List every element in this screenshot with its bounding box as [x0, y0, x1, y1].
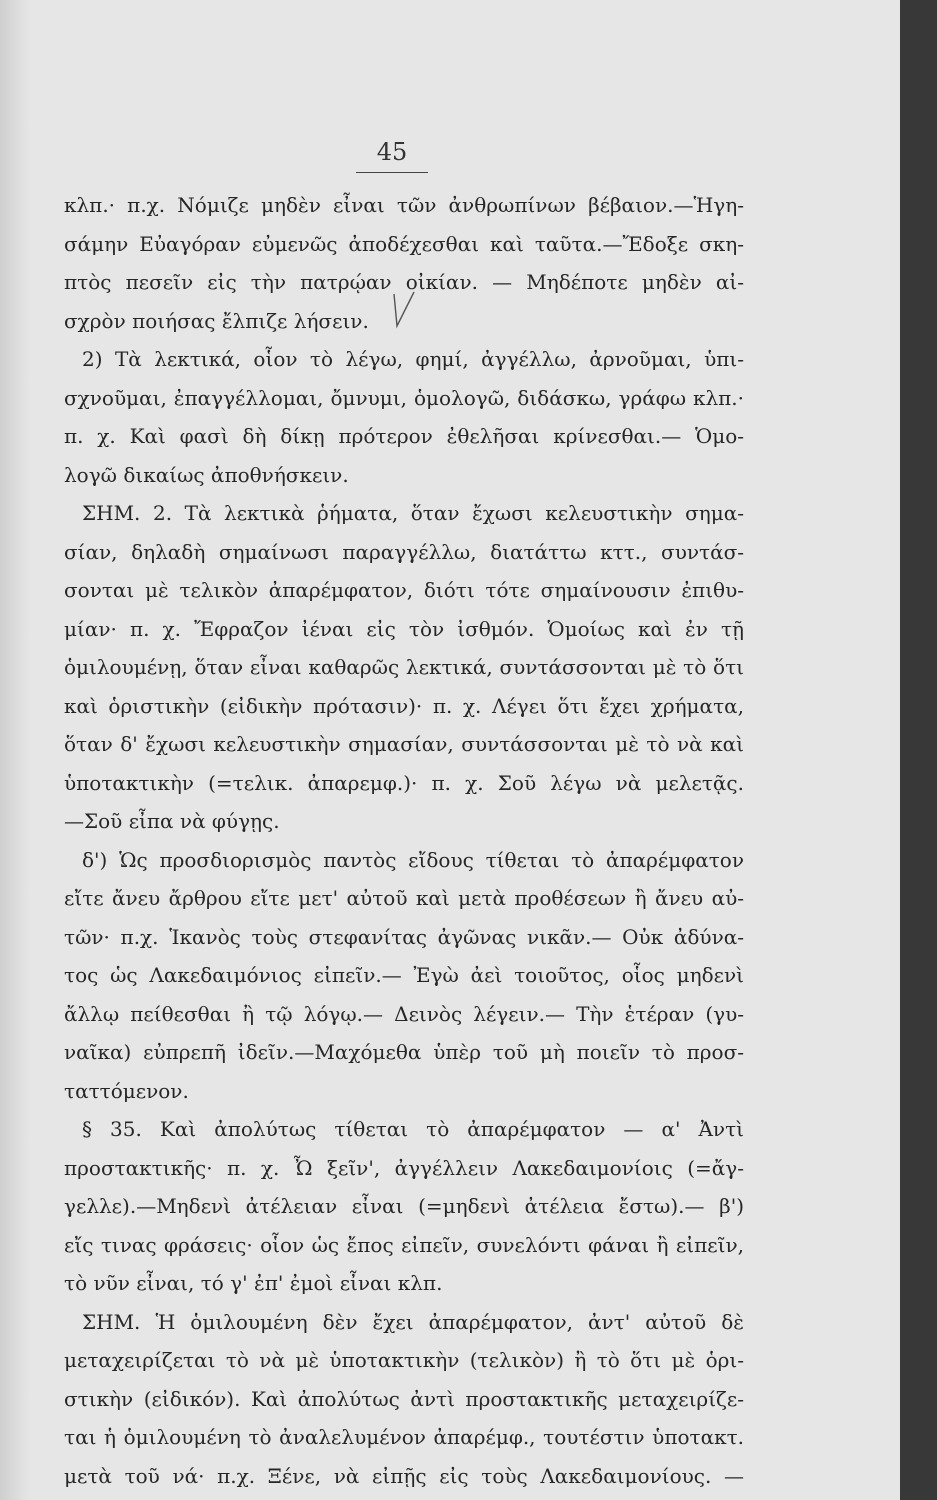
text-line: σάμην Εὐαγόραν εὐμενῶς ἀποδέχεσθαι καὶ ταῦτα.—Ἔδοξε σκη-	[64, 231, 744, 256]
text-line: γελλε).—Μηδενὶ ἀτέλειαν εἶναι (=μηδενὶ ἀτέλεια ἔστω).— β')	[64, 1194, 744, 1218]
text-line: τος ὡς Λακεδαιμόνιος εἰπεῖν.— Ἐγὼ ἀεὶ τοιοῦτος, οἷος μηδενὶ	[64, 963, 744, 987]
text-line: πτὸς πεσεῖν εἰς τὴν πατρῴαν οἰκίαν. — Μηδέποτε μηδὲν αἰ-	[64, 270, 744, 294]
text-line: § 35. Καὶ ἀπολύτως τίθεται τὸ ἀπαρέμφατον — α' Ἀντὶ	[82, 1117, 744, 1141]
text-line: ΣΗΜ. 2. Τὰ λεκτικὰ ῥήματα, ὅταν ἔχωσι κελευστικὴν σημα-	[82, 501, 744, 525]
page-number: 45	[376, 138, 408, 166]
text-line: ται ἡ ὁμιλουμένη τὸ ἀναλελυμένον ἀπαρέμφ., τουτέστιν ὑποτακτ.	[64, 1425, 744, 1449]
text-line: σονται μὲ τελικὸν ἀπαρέμφατον, διότι τότε σημαίνουσιν ἐπιθυ-	[64, 578, 744, 602]
text-line: σχρὸν ποιήσας ἔλπιζε λήσειν.	[64, 308, 369, 333]
text-line: εἴτε ἄνευ ἄρθρου εἴτε μετ' αὐτοῦ καὶ μετὰ προθέσεων ἢ ἄνευ αὐ-	[64, 886, 744, 910]
text-line: τῶν· π.χ. Ἱκανὸς τοὺς στεφανίτας ἀγῶνας νικᾶν.— Οὐκ ἀδύνα-	[64, 924, 744, 949]
text-line: ὑποτακτικὴν (=τελικ. ἀπαρεμφ.)· π. χ. Σοῦ λέγω νὰ μελετᾷς.	[64, 770, 744, 795]
text-line: ὁμιλουμένῃ, ὅταν εἶναι καθαρῶς λεκτικά, συντάσσονται μὲ τὸ ὅτι	[64, 655, 744, 679]
text-line: καὶ ὁριστικὴν (εἰδικὴν πρότασιν)· π. χ. Λέγει ὅτι ἔχει χρήματα,	[64, 693, 744, 718]
text-line: ἄλλῳ πείθεσθαι ἢ τῷ λόγῳ.— Δεινὸς λέγειν.— Τὴν ἑτέραν (γυ-	[64, 1001, 744, 1026]
text-line: μετὰ τοῦ νά· π.χ. Ξένε, νὰ εἰπῇς εἰς τοὺς Λακεδαιμονίους. —	[64, 1463, 744, 1488]
text-line: δ') Ὡς προσδιορισμὸς παντὸς εἴδους τίθεται τὸ ἀπαρέμφατον	[82, 847, 744, 872]
text-line: λογῶ δικαίως ἀποθνήσκειν.	[64, 462, 349, 487]
text-line: κλπ.· π.χ. Νόμιζε μηδὲν εἶναι τῶν ἀνθρωπίνων βέβαιον.—Ἡγη-	[64, 193, 744, 217]
text-line: σχνοῦμαι, ἐπαγγέλλομαι, ὄμνυμι, ὁμολογῶ, διδάσκω, γράφω κλπ.·	[64, 385, 744, 410]
text-line: στικὴν (εἰδικόν). Καὶ ἀπολύτως ἀντὶ προστακτικῆς μεταχειρίζε-	[64, 1386, 744, 1411]
text-line: ταττόμενον.	[64, 1078, 189, 1103]
text-line: προστακτικῆς· π. χ. Ὦ ξεῖν', ἀγγέλλειν Λακεδαιμονίοις (=ἄγ-	[64, 1155, 744, 1180]
scanner-background	[900, 0, 937, 1500]
text-line: μίαν· π. χ. Ἔφραζον ἰέναι εἰς τὸν ἰσθμόν. Ὁμοίως καὶ ἐν τῇ	[64, 616, 744, 641]
text-line: τὸ νῦν εἶναι, τό γ' ἐπ' ἐμοὶ εἶναι κλπ.	[64, 1271, 443, 1295]
text-line: 2) Τὰ λεκτικά, οἷον τὸ λέγω, φημί, ἀγγέλλω, ἀρνοῦμαι, ὑπι-	[82, 347, 744, 371]
text-line: σίαν, δηλαδὴ σημαίνωσι παραγγέλλω, διατάττω κττ., συντάσ-	[64, 539, 744, 564]
text-line: ναῖκα) εὐπρεπῆ ἰδεῖν.—Μαχόμεθα ὑπὲρ τοῦ μὴ ποιεῖν τὸ προσ-	[64, 1040, 744, 1064]
text-line: μεταχειρίζεται τὸ νὰ μὲ ὑποτακτικὴν (τελικὸν) ἢ τὸ ὅτι μὲ ὁρι-	[64, 1348, 744, 1372]
body-text	[64, 186, 744, 1495]
text-line: π. χ. Καὶ φασὶ δὴ δίκῃ πρότερον ἐθελῆσαι κρίνεσθαι.— Ὁμο-	[64, 424, 744, 448]
text-line: εἴς τινας φράσεις· οἷον ὡς ἔπος εἰπεῖν, συνελόντι φάναι ἢ εἰπεῖν,	[64, 1232, 744, 1257]
text-line: ὅταν δ' ἔχωσι κελευστικὴν σημασίαν, συντάσσονται μὲ τὸ νὰ καὶ	[64, 732, 744, 756]
page-header	[356, 138, 428, 173]
text-line: ΣΗΜ. Ἡ ὁμιλουμένη δὲν ἔχει ἀπαρέμφατον, ἀντ' αὐτοῦ δὲ	[82, 1309, 744, 1334]
text-line: —Σοῦ εἶπα νὰ φύγῃς.	[64, 809, 280, 833]
